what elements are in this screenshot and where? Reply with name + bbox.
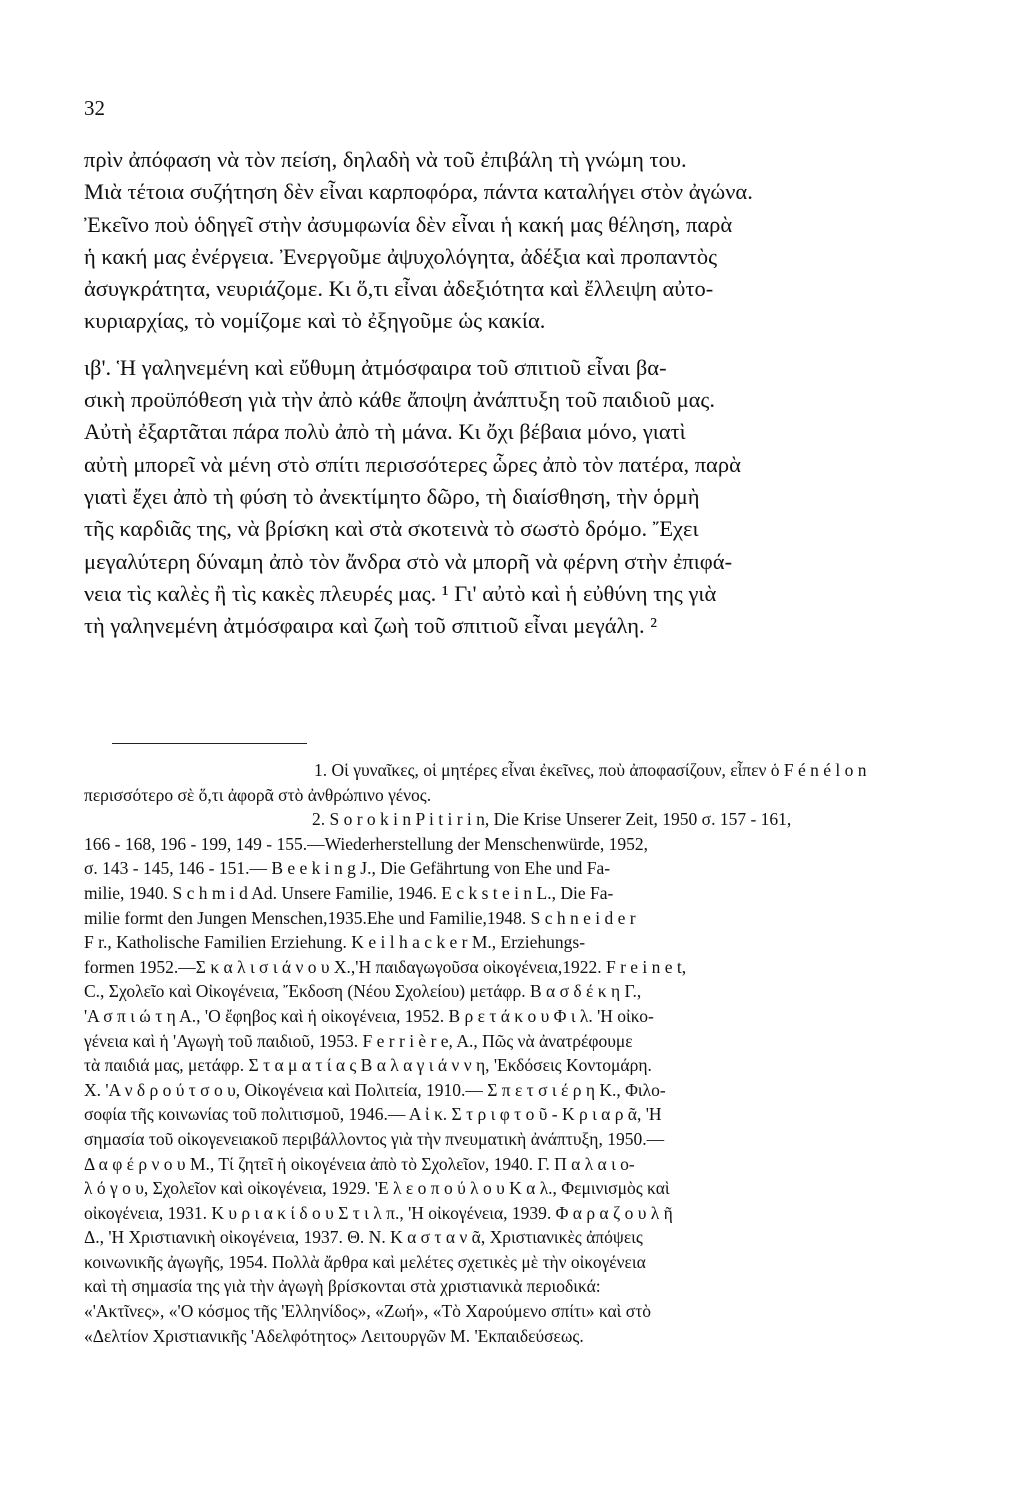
text-line: Ἐκεῖνο ποὺ ὁδηγεῖ στὴν ἀσυμφωνία δὲν εἶναι ἡ κακή μας θέληση, παρὰ [84,211,733,237]
footnote-2 [84,807,934,1348]
main-text [84,144,934,642]
text-line: μεγαλύτερη δύναμη ἀπὸ τὸν ἄνδρα στὸ νὰ μπορῆ νὰ φέρνη στὴν ἐπιφά- [84,548,733,574]
text-line: αὐτὴ μπορεῖ νὰ μένη στὸ σπίτι περισσότερες ὧρες ἀπὸ τὸν πατέρα, παρὰ [84,451,741,477]
footnote-line: γένεια καὶ ἡ 'Αγωγὴ τοῦ παιδιοῦ, 1953. F e r r i è r e, A., Πῶς νὰ ἀνατρέφουμε [84,1030,633,1051]
footnote-divider [112,743,307,744]
text-line: νεια τὶς καλὲς ἢ τὶς κακὲς πλευρές μας. ¹ Γι' αὐτὸ καὶ ἡ εὐθύνη της γιὰ [84,580,717,606]
footnote-line: milie formt den Jungen Menschen,1935.Ehe und Familie,1948. S c h n e i d e r [84,907,636,928]
footnote-line: F r., Katholische Familien Erziehung. K e i l h a c k e r M., Erziehungs- [84,932,586,953]
text-line: Αὐτὴ ἐξαρτᾶται πάρα πολὺ ἀπὸ τὴ μάνα. Κι ὄχι βέβαια μόνο, γιατὶ [84,419,686,445]
footnote-line: σοφία τῆς κοινωνίας τοῦ πολιτισμοῦ, 1946.— Α ἰ κ. Σ τ ρ ι φ τ ο ῦ - Κ ρ ι α ρ ᾶ, 'Η [84,1104,662,1125]
text-line: γιατὶ ἔχει ἀπὸ τὴ φύση τὸ ἀνεκτίμητο δῶρο, τὴ διαίσθηση, τὴν ὁρμὴ [84,483,700,509]
footnote-line: καὶ τὴ σημασία της γιὰ τὴν ἀγωγὴ βρίσκονται στὰ χριστιανικὰ περιοδικά: [84,1276,601,1297]
footnote-line: 1. Οἱ γυναῖκες, οἱ μητέρες εἶναι ἐκεῖνες, ποὺ ἀποφασίζουν, εἶπεν ὁ F é n é l o n [314,760,867,780]
footnote-line: Δ α φ έ ρ ν ο υ Μ., Τί ζητεῖ ἡ οἰκογένεια ἀπὸ τὸ Σχολεῖον, 1940. Γ. Π α λ α ι ο- [84,1153,635,1174]
footnote-line: σ. 143 - 145, 146 - 151.— B e e k i n g J., Die Gefährtung von Ehe und Fa- [84,858,611,879]
footnote-1 [84,758,934,807]
footnote-line: «'Ακτῖνες», «'Ο κόσμος τῆς 'Ελληνίδος», «Ζωή», «Τὸ Χαρούμενο σπίτι» καὶ στὸ [84,1301,651,1322]
footnote-line: 2. S o r o k i n P i t i r i n, Die Krise Unserer Zeit, 1950 σ. 157 - 161, [312,809,792,830]
footnote-line: Χ. 'Α ν δ ρ ο ύ τ σ ο υ, Οἰκογένεια καὶ Πολιτεία, 1910.— Σ π ε τ σ ι έ ρ η Κ., Φιλο- [84,1079,666,1100]
footnote-line: milie, 1940. S c h m i d Ad. Unsere Familie, 1946. E c k s t e i n L., Die Fa- [84,882,614,903]
paragraph-1 [84,144,934,338]
footnote-line: C., Σχολεῖο καὶ Οἰκογένεια, Ἔκδοση (Νέου Σχολείου) μετάφρ. Β α σ δ έ κ η Γ., [84,981,642,1002]
footnote-line: σημασία τοῦ οἰκογενειακοῦ περιβάλλοντος γιὰ τὴν πνευματικὴ ἀνάπτυξη, 1950.— [84,1128,665,1149]
text-line: πρὶν ἀπόφαση νὰ τὸν πείση, δηλαδὴ νὰ τοῦ ἐπιβάλη τὴ γνώμη του. [84,147,687,172]
page-number: 32 [84,96,105,120]
footnote-line: 166 - 168, 196 - 199, 149 - 155.—Wiederherstellung der Menschenwürde, 1952, [84,833,649,854]
footnotes [84,758,934,1348]
footnote-line: λ ό γ ο υ, Σχολεῖον καὶ οἰκογένεια, 1929. 'Ε λ ε ο π ο ύ λ ο υ Κ α λ., Φεμινισμὸς καὶ [84,1178,670,1199]
text-line: κυριαρχίας, τὸ νομίζομε καὶ τὸ ἐξηγοῦμε ὡς κακία. [84,308,546,334]
text-line: σικὴ προϋπόθεση γιὰ τὴν ἀπὸ κάθε ἄποψη ἀνάπτυξη τοῦ παιδιοῦ μας. [84,387,715,413]
footnote-line: τὰ παιδιά μας, μετάφρ. Σ τ α μ α τ ί α ς Β α λ α γ ι ά ν ν η, 'Εκδόσεις Κοντομάρη. [84,1055,652,1076]
text-line: τὴ γαληνεμένη ἀτμόσφαιρα καὶ ζωὴ τοῦ σπιτιοῦ εἶναι μεγάλη. ² [84,613,657,639]
paragraph-2 [84,352,934,643]
text-line: τῆς καρδιᾶς της, νὰ βρίσκη καὶ στὰ σκοτεινὰ τὸ σωστὸ δρόμο. Ἔχει [84,516,699,542]
footnote-line: κοινωνικῆς ἀγωγῆς, 1954. Πολλὰ ἄρθρα καὶ μελέτες σχετικὲς μὲ τὴν οἰκογένεια [84,1251,646,1272]
text-line: Μιὰ τέτοια συζήτηση δὲν εἶναι καρποφόρα, πάντα καταλήγει στὸν ἀγώνα. [84,179,753,205]
footnote-line: 'Α σ π ι ώ τ η Α., 'Ο ἔφηβος καὶ ἡ οἰκογένεια, 1952. Β ρ ε τ ά κ ο υ Φ ι λ. 'Η οἰκο- [84,1005,654,1026]
text-line: ἡ κακή μας ἐνέργεια. Ἐνεργοῦμε ἀψυχολόγητα, ἀδέξια καὶ προπαντὸς [84,243,717,269]
footnote-line: Δ., 'Η Χριστιανικὴ οἰκογένεια, 1937. Θ. Ν. Κ α σ τ α ν ᾶ, Χριστιανικὲς ἀπόψεις [84,1227,643,1248]
text-line: ιβ'. Ἡ γαληνεμένη καὶ εὔθυμη ἀτμόσφαιρα τοῦ σπιτιοῦ εἶναι βα- [84,354,667,380]
footnote-line: «Δελτίον Χριστιανικῆς 'Αδελφότητος» Λειτουργῶν Μ. 'Εκπαιδεύσεως. [84,1325,584,1346]
footnote-line: περισσότερο σὲ ὅ,τι ἀφορᾶ στὸ ἀνθρώπινο γένος. [84,784,432,805]
footnote-line: οἰκογένεια, 1931. Κ υ ρ ι α κ ί δ ο υ Σ τ ι λ π., 'Η οἰκογένεια, 1939. Φ α ρ α ζ ο υ λ ῆ [84,1202,673,1223]
text-line: ἀσυγκράτητα, νευριάζομε. Κι ὅ,τι εἶναι ἀδεξιότητα καὶ ἔλλειψη αὐτο- [84,276,714,302]
footnote-line: formen 1952.—Σ κ α λ ι σ ι ά ν ο υ Χ.,'Η παιδαγωγοῦσα οἰκογένεια,1922. F r e i n e t, [84,956,687,977]
